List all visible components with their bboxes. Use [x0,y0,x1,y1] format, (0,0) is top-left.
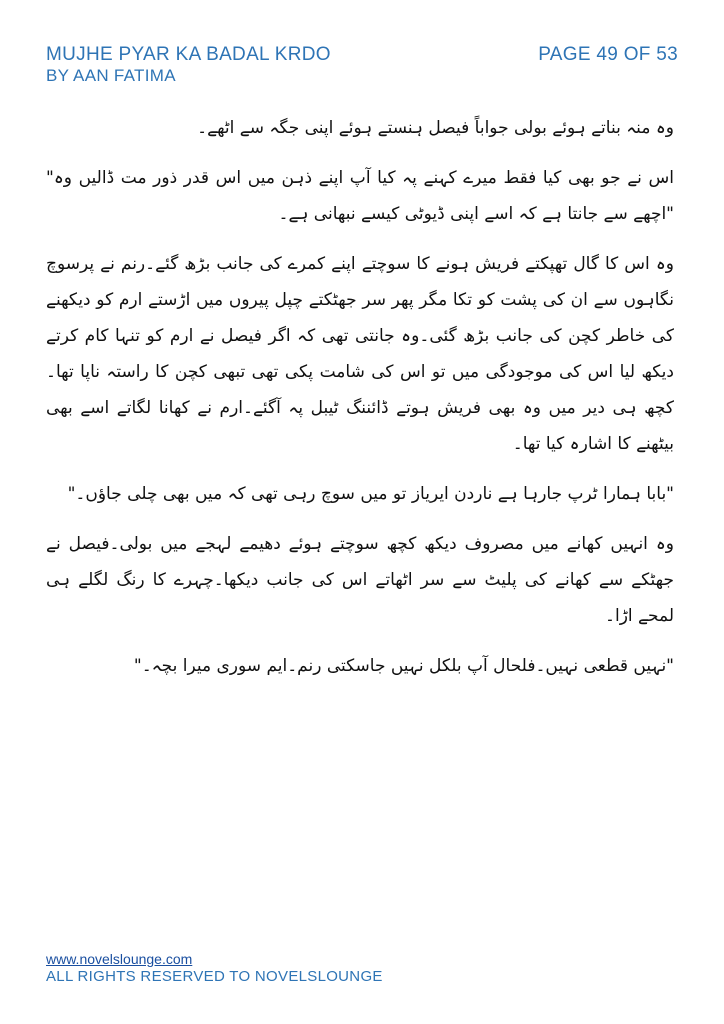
page-footer [46,950,383,986]
paragraph: وہ منہ بناتے ہوئے بولی جواباً فیصل ہنستے ہوئے اپنی جگہ سے اٹھے۔ [197,118,674,138]
paragraph: وہ انہیں کھانے میں مصروف دیکھ کچھ سوچتے ہوئے دھیمے لہجے میں بولی۔فیصل نے جھٹکے سے کھانے کی پلیٹ سے سر اٹھاتے اس کی جانب دیکھا۔چہرے کا رنگ لگلے ہی لمحے اڑا۔ [46,534,674,626]
paragraph: وہ اس کا گال تھپکتے فریش ہونے کا سوچتے اپنے کمرے کی جانب بڑھ گئے۔رنم نے پرسوچ نگاہوں سے ان کی پشت کو تکا مگر پھر سر جھٹکتے چپل پیروں میں اڑستے ارم کو دیکھنے کی خاطر کچن کی جانب بڑھ گئی۔وہ جانتی تھی کہ اگر فیصل نے ارم کو تنہا کام کرتے دیکھ لیا اس کی موجودگی میں تو اس کی شامت پکی تھی تبھی کچن کا راستہ ناپا تھا۔کچھ ہی دیر میں وہ بھی فریش ہوتے ڈائننگ ٹیبل پہ آگئے۔ارم نے کھانا لگاتے اسے بھی بیٹھنے کا اشارہ کیا تھا۔ [46,254,674,454]
paragraph: "نہیں قطعی نہیں۔فلحال آپ بلکل نہیں جاسکتی رنم۔ایم سوری میرا بچہ۔" [133,656,674,676]
paragraph: اس نے جو بھی کیا فقط میرے کہنے پہ کیا آپ اپنے ذہن میں اس قدر ذور مت ڈالیں وہ" "اچھے سے جانتا ہے کہ اسے اپنی ڈیوٹی کیسے نبھانی ہے۔ [46,168,674,224]
author-line: BY AAN FATIMA [46,66,176,85]
page-header [46,44,331,86]
paragraph: "بابا ہمارا ٹرپ جارہا ہے ناردن ایریاز تو میں سوچ رہی تھی کہ میں بھی چلی جاؤں۔" [67,484,674,504]
rights-notice: ALL RIGHTS RESERVED TO NOVELSLOUNGE [46,968,383,985]
story-body [46,110,674,698]
book-title: MUJHE PYAR KA BADAL KRDO [46,44,331,65]
page-indicator: PAGE 49 OF 53 [538,44,678,65]
website-link[interactable]: www.novelslounge.com [46,951,193,967]
